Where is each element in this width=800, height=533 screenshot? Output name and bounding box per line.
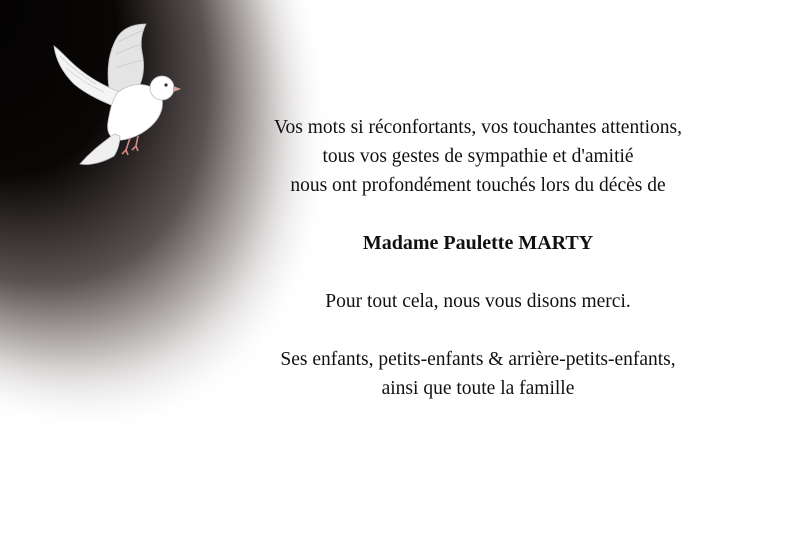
signature-line-1: Ses enfants, petits-enfants & arrière-petits-enfants, (280, 349, 676, 370)
dove-icon (48, 22, 188, 177)
intro-line-2: tous vos gestes de sympathie et d'amitié (322, 146, 634, 167)
spacer (228, 316, 728, 345)
spacer (228, 200, 728, 229)
signature-line-2: ainsi que toute la famille (381, 378, 575, 399)
thanks-line: Pour tout cela, nous vous disons merci. (325, 291, 631, 312)
intro-line-1: Vos mots si réconfortants, vos touchantes attentions, (273, 117, 682, 138)
intro-line-3: nous ont profondément touchés lors du décès de (290, 175, 666, 196)
spacer (228, 258, 728, 287)
thank-you-message (228, 113, 728, 403)
deceased-name: Madame Paulette MARTY (362, 232, 594, 254)
